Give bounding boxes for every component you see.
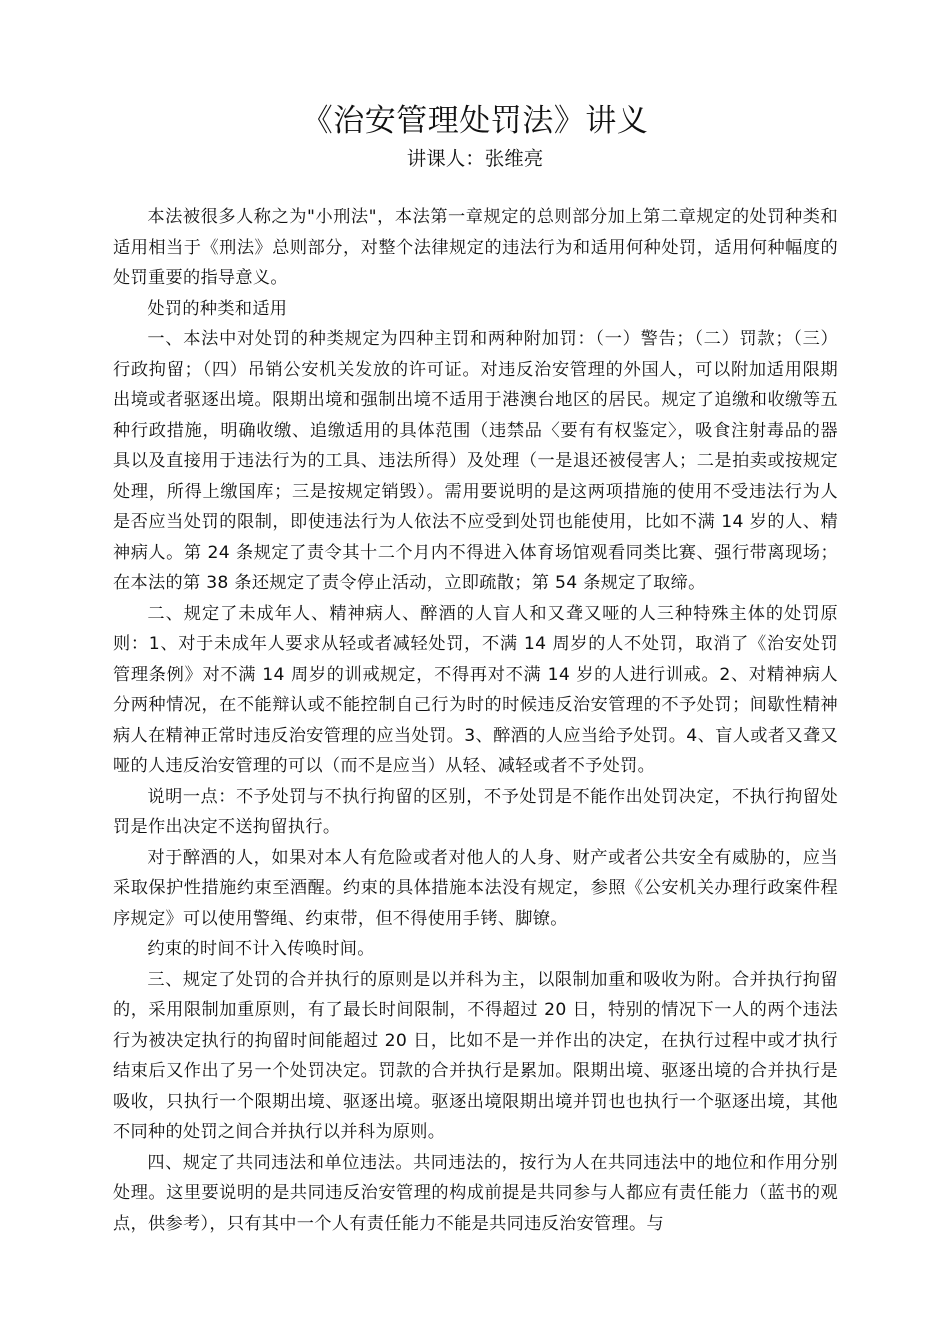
paragraph-restraint-time: 约束的时间不计入传唤时间。 (147, 939, 375, 959)
lecturer-line: 讲课人：张维亮 (406, 147, 544, 170)
paragraph-point-4: 四、规定了共同违法和单位违法。共同违法的，按行为人在共同违法中的地位和作用分别处理。这里要说明的是共同违反治安管理的构成前提是共同参与人都应有责任能力（蓝书的观点，供参考），只有其中一个人有责任能力不能是共同违反治安管理。与 (113, 1152, 838, 1234)
paragraph-point-3: 三、规定了处罚的合并执行的原则是以并科为主，以限制加重和吸收为附。合并执行拘留的，采用限制加重原则，有了最长时间限制，不得超过 20 日，特别的情况下一人的两个违法行为被决定执行的拘留时间能超过 20 日，比如不是一并作出的决定，在执行过程中或才执行结束后又作出了另一个处罚决定。罚款的合并执行是累加。限期出境、驱逐出境的合并执行是吸收，只执行一个限期出境、驱逐出境。驱逐出境限期出境并罚也也执行一个驱逐出境，其他不同种的处罚之间合并执行以并科为原则。 (113, 969, 838, 1142)
section-heading: 处罚的种类和适用 (147, 298, 288, 319)
document-title: 《治安管理处罚法》讲义 (301, 102, 649, 139)
paragraph-point-1: 一、本法中对处罚的种类规定为四种主罚和两种附加罚：（一）警告；（二）罚款；（三）行政拘留；（四）吊销公安机关发放的许可证。对违反治安管理的外国人，可以附加适用限期出境或者驱逐出境。限期出境和强制出境不适用于港澳台地区的居民。规定了追缴和收缴等五种行政措施，明确收缴、追缴适用的具体范围（违禁品〈要有有权鉴定〉，吸食注射毒品的器具以及直接用于违法行为的工具、违法所得）及处理（一是退还被侵害人；二是拍卖或按规定处理，所得上缴国库；三是按规定销毁）。需用要说明的是这两项措施的使用不受违法行为人是否应当处罚的限制，即使违法行为人依法不应受到处罚也能使用，比如不满 14 岁的人、精神病人。第 24 条规定了责令其十二个月内不得进入体育场馆观看同类比赛、强行带离现场；在本法的第 38 条还规定了责令停止活动，立即疏散；第 54 条规定了取缔。 (113, 329, 838, 593)
document-body (113, 202, 838, 1239)
paragraph-point-2: 二、规定了未成年人、精神病人、醉酒的人盲人和又聋又哑的人三种特殊主体的处罚原则：1、对于未成年人要求从轻或者减轻处罚，不满 14 周岁的人不处罚，取消了《治安处罚管理条例》对不满 14 周岁的训戒规定，不得再对不满 14 岁的人进行训戒。2、对精神病人分两种情况，在不能辩认或不能控制自己行为时的时候违反治安管理的不予处罚；间歇性精神病人在精神正常时违反治安管理的应当处罚。3、醉酒的人应当给予处罚。4、盲人或者又聋又哑的人违反治安管理的可以（而不是应当）从轻、减轻或者不予处罚。 (113, 603, 838, 776)
paragraph-note: 说明一点：不予处罚与不执行拘留的区别，不予处罚是不能作出处罚决定，不执行拘留处罚是作出决定不送拘留执行。 (113, 786, 838, 837)
paragraph-intro: 本法被很多人称之为"小刑法"，本法第一章规定的总则部分加上第二章规定的处罚种类和适用相当于《刑法》总则部分，对整个法律规定的违法行为和适用何种处罚，适用何种幅度的处罚重要的指导意义。 (113, 207, 838, 288)
paragraph-drunk: 对于醉酒的人，如果对本人有危险或者对他人的人身、财产或者公共安全有威胁的，应当采取保护性措施约束至酒醒。约束的具体措施本法没有规定，参照《公安机关办理行政案件程序规定》可以使用警绳、约束带，但不得使用手铐、脚镣。 (113, 847, 838, 929)
